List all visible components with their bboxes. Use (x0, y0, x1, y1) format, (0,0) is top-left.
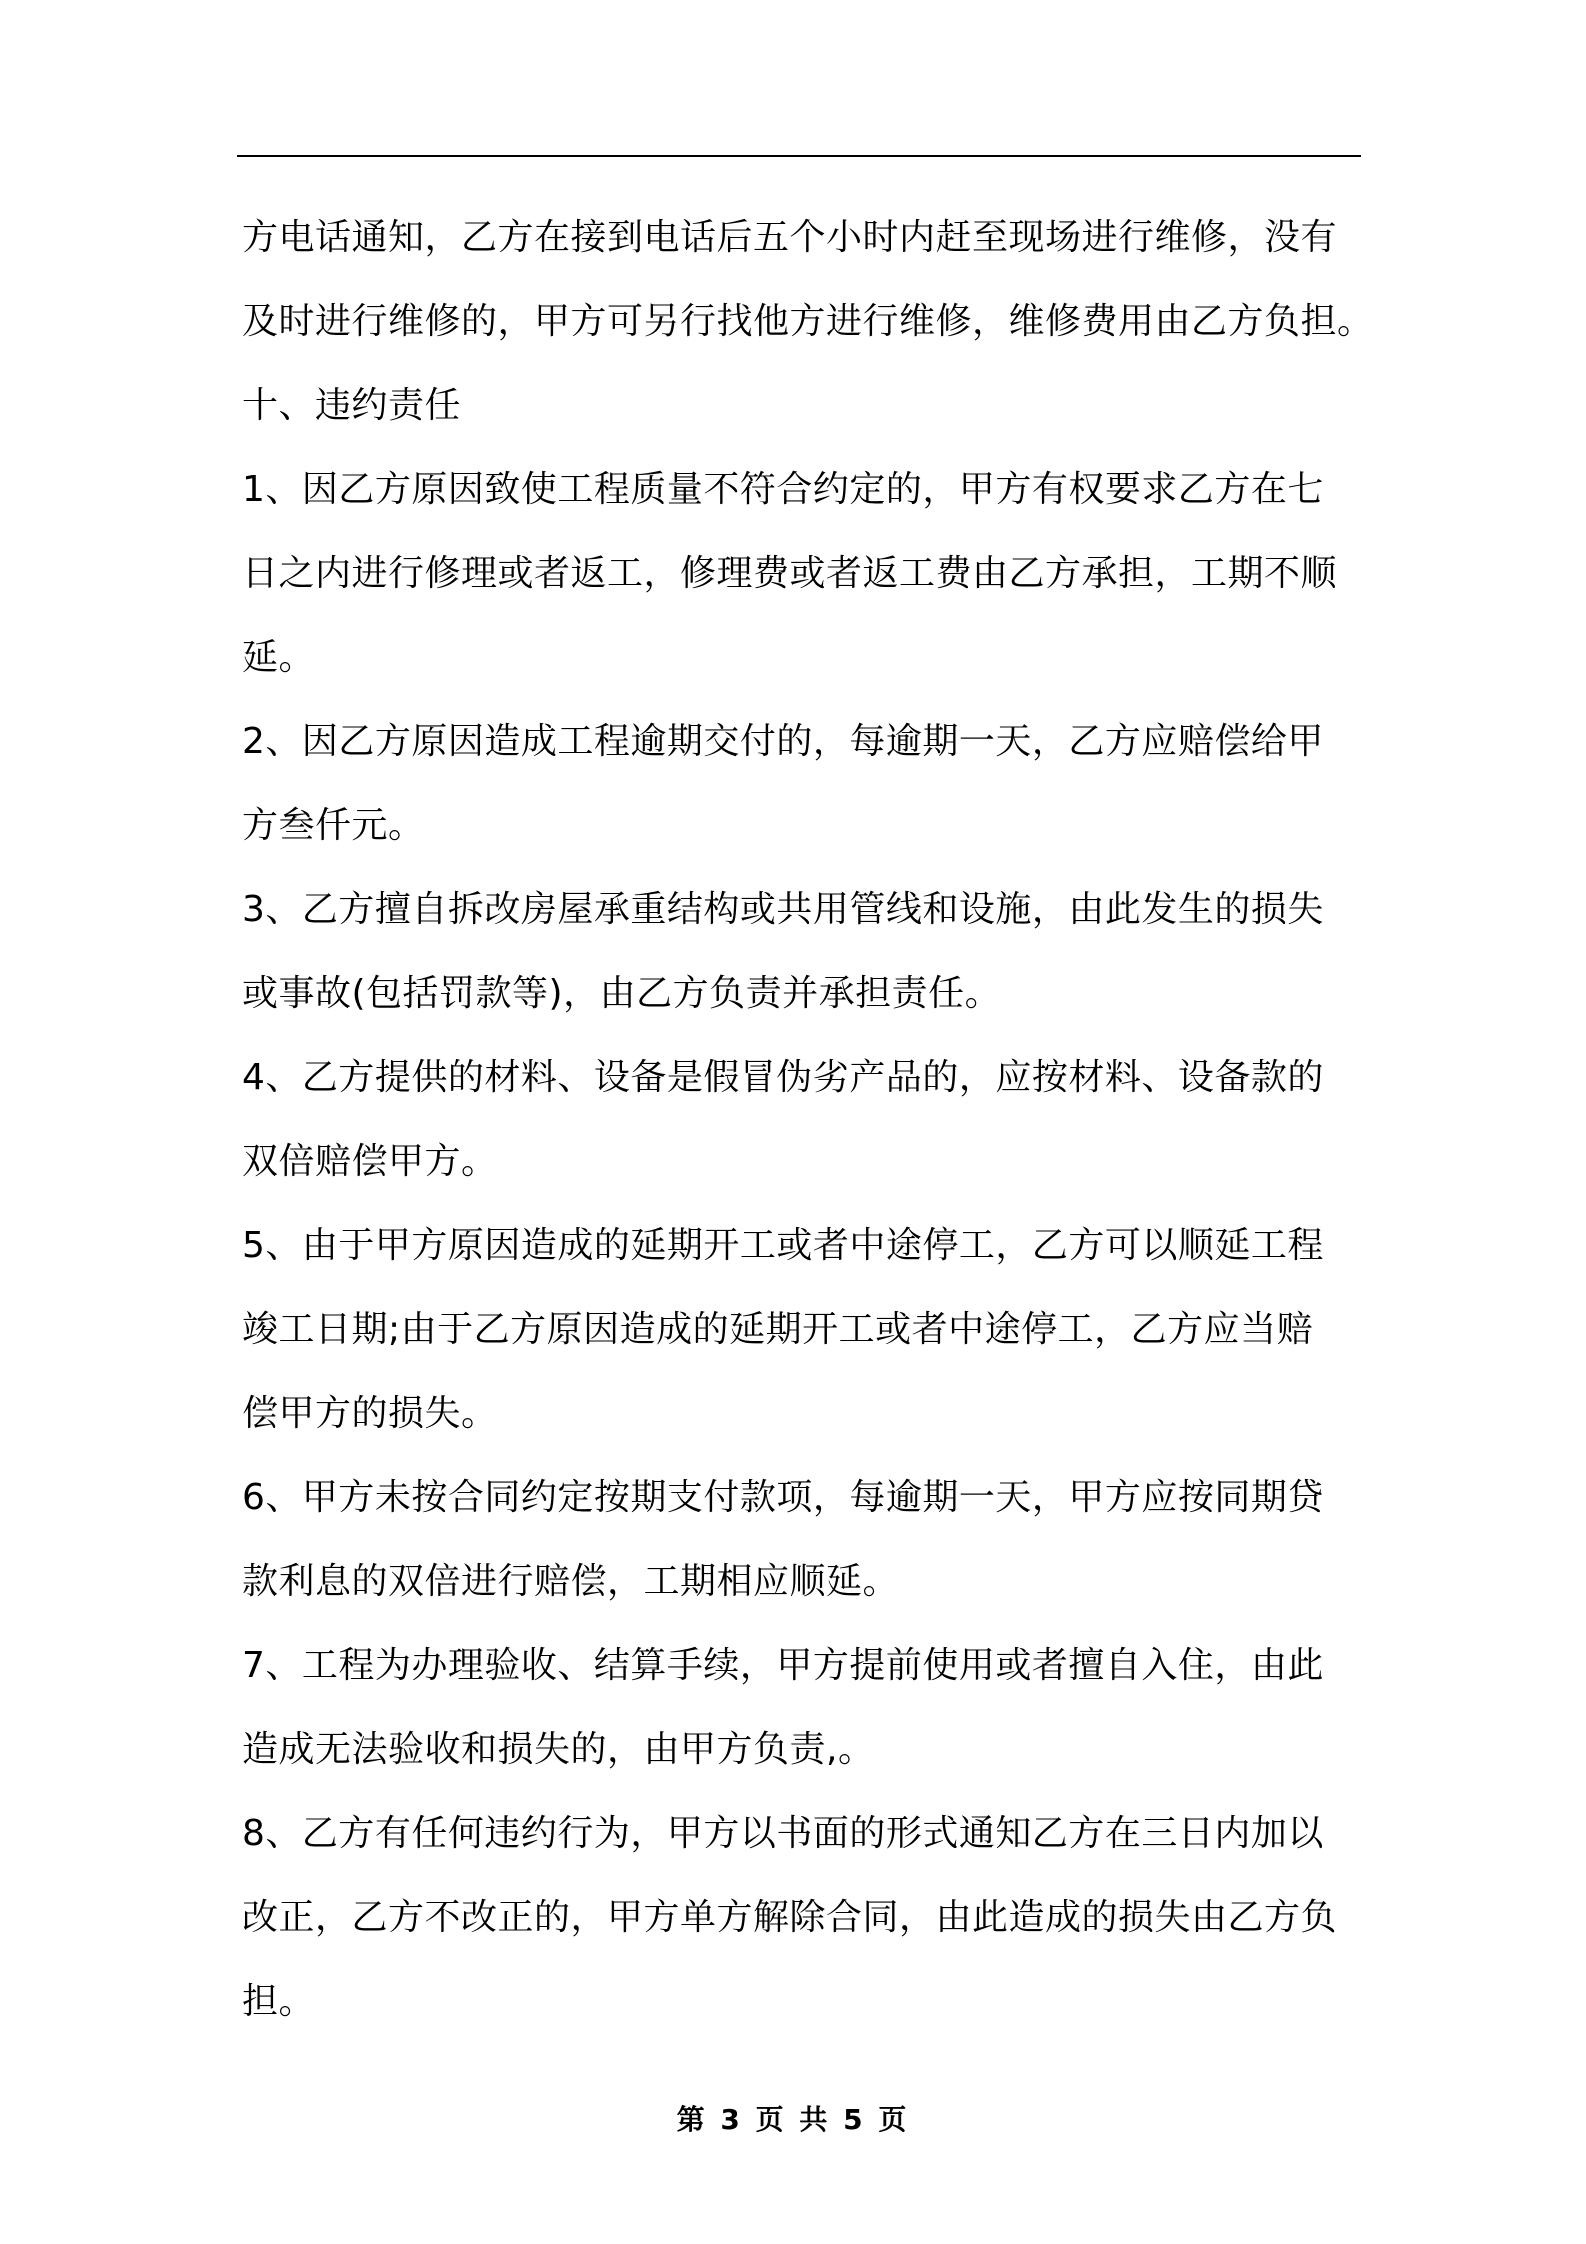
document-body (242, 196, 1374, 2044)
text-line: 4、乙方提供的材料、设备是假冒伪劣产品的，应按材料、设备款的 (242, 1057, 1324, 1098)
text-line: 方电话通知，乙方在接到电话后五个小时内赶至现场进行维修，没有 (242, 217, 1338, 258)
header-rule (237, 155, 1361, 157)
text-line: 8、乙方有任何违约行为，甲方以书面的形式通知乙方在三日内加以 (242, 1813, 1324, 1854)
text-line: 6、甲方未按合同约定按期支付款项，每逾期一天，甲方应按同期贷 (242, 1477, 1324, 1518)
text-line: 5、由于甲方原因造成的延期开工或者中途停工，乙方可以顺延工程 (242, 1225, 1324, 1266)
section-heading: 十、违约责任 (242, 385, 462, 426)
text-line: 方叁仟元。 (242, 805, 425, 846)
text-line: 1、因乙方原因致使工程质量不符合约定的，甲方有权要求乙方在七 (242, 469, 1324, 510)
page-number-footer: 第 3 页 共 5 页 (676, 2103, 910, 2136)
text-line: 延。 (242, 637, 316, 678)
text-line: 3、乙方擅自拆改房屋承重结构或共用管线和设施，由此发生的损失 (242, 889, 1324, 930)
text-line: 款利息的双倍进行赔偿，工期相应顺延。 (242, 1561, 900, 1602)
text-line: 竣工日期;由于乙方原因造成的延期开工或者中途停工，乙方应当赔 (242, 1309, 1314, 1350)
text-line: 及时进行维修的，甲方可另行找他方进行维修，维修费用由乙方负担。 (242, 301, 1374, 342)
text-line: 双倍赔偿甲方。 (242, 1141, 498, 1182)
text-line: 日之内进行修理或者返工，修理费或者返工费由乙方承担，工期不顺 (242, 553, 1338, 594)
text-line: 或事故(包括罚款等)，由乙方负责并承担责任。 (242, 973, 1002, 1014)
text-line: 改正，乙方不改正的，甲方单方解除合同，由此造成的损失由乙方负 (242, 1897, 1338, 1938)
text-line: 偿甲方的损失。 (242, 1393, 498, 1434)
text-line: 造成无法验收和损失的，由甲方负责,。 (242, 1729, 875, 1770)
text-line: 2、因乙方原因造成工程逾期交付的，每逾期一天，乙方应赔偿给甲 (242, 721, 1324, 762)
text-line: 担。 (242, 1981, 316, 2022)
text-line: 7、工程为办理验收、结算手续，甲方提前使用或者擅自入住，由此 (242, 1645, 1324, 1686)
